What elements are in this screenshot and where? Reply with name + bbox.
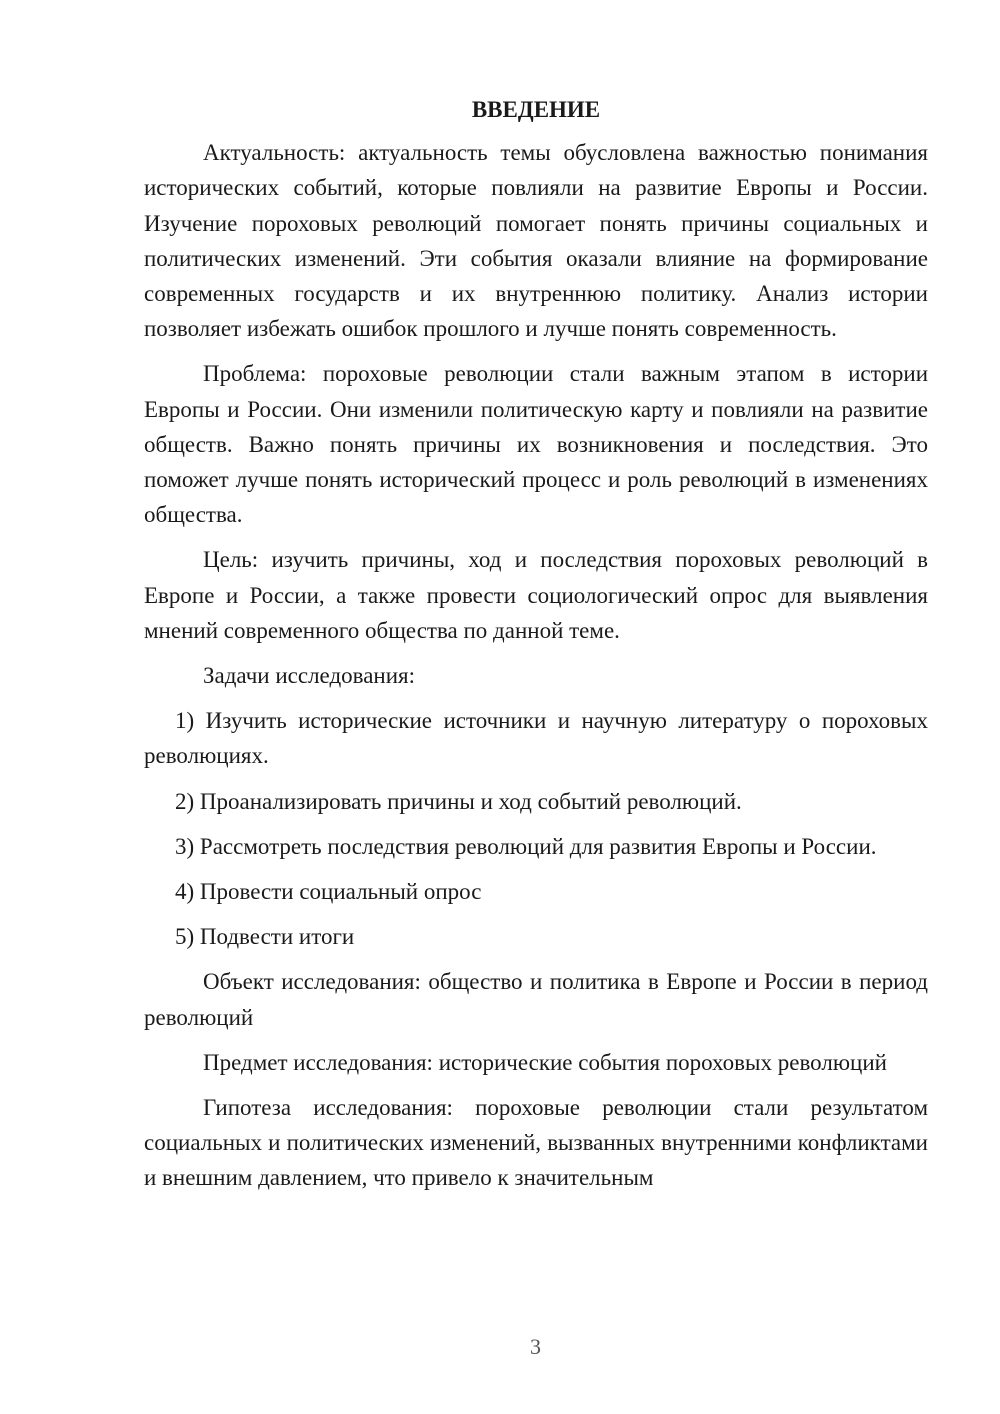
paragraph-subject: Предмет исследования: исторические события пороховых революций	[203, 1049, 887, 1075]
paragraph-goal: Цель: изучить причины, ход и последствия пороховых революций в Европе и России, а также провести социологический опрос для выявления мнений современного общества по данной теме.	[144, 547, 928, 643]
task-item: 3) Рассмотреть последствия революций для развития Европы и России.	[175, 833, 877, 859]
task-item: 2) Проанализировать причины и ход событий революций.	[175, 788, 742, 814]
paragraph-problem: Проблема: пороховые революции стали важным этапом в истории Европы и России. Они изменили политическую карту и повлияли на развитие обществ. Важно понять причины их возникновения и последствия. Это поможет лучше понять исторический процесс и роль революций в изменениях общества.	[144, 361, 928, 528]
document-page	[144, 92, 928, 1206]
task-item: 5) Подвести итоги	[175, 924, 355, 950]
task-item: 1) Изучить исторические источники и научную литературу о пороховых революциях.	[144, 708, 928, 769]
section-title: ВВЕДЕНИЕ	[471, 97, 601, 122]
paragraph-object: Объект исследования: общество и политика в Европе и России в период революций	[144, 969, 928, 1030]
page-number: 3	[530, 1334, 541, 1359]
task-item: 4) Провести социальный опрос	[175, 879, 482, 905]
paragraph-relevance: Актуальность: актуальность темы обусловлена важностью понимания исторических событий, которые повлияли на развитие Европы и России. Изучение пороховых революций помогает понять причины социальных и политических изменений. Эти события оказали влияние на формирование современных государств и их внутреннюю политику. Анализ истории позволяет избежать ошибок прошлого и лучше понять современность.	[144, 140, 928, 342]
tasks-heading: Задачи исследования:	[203, 663, 416, 689]
paragraph-hypothesis: Гипотеза исследования: пороховые революции стали результатом социальных и политических изменений, вызванных внутренними конфликтами и внешним давлением, что привело к значительным	[144, 1095, 928, 1191]
